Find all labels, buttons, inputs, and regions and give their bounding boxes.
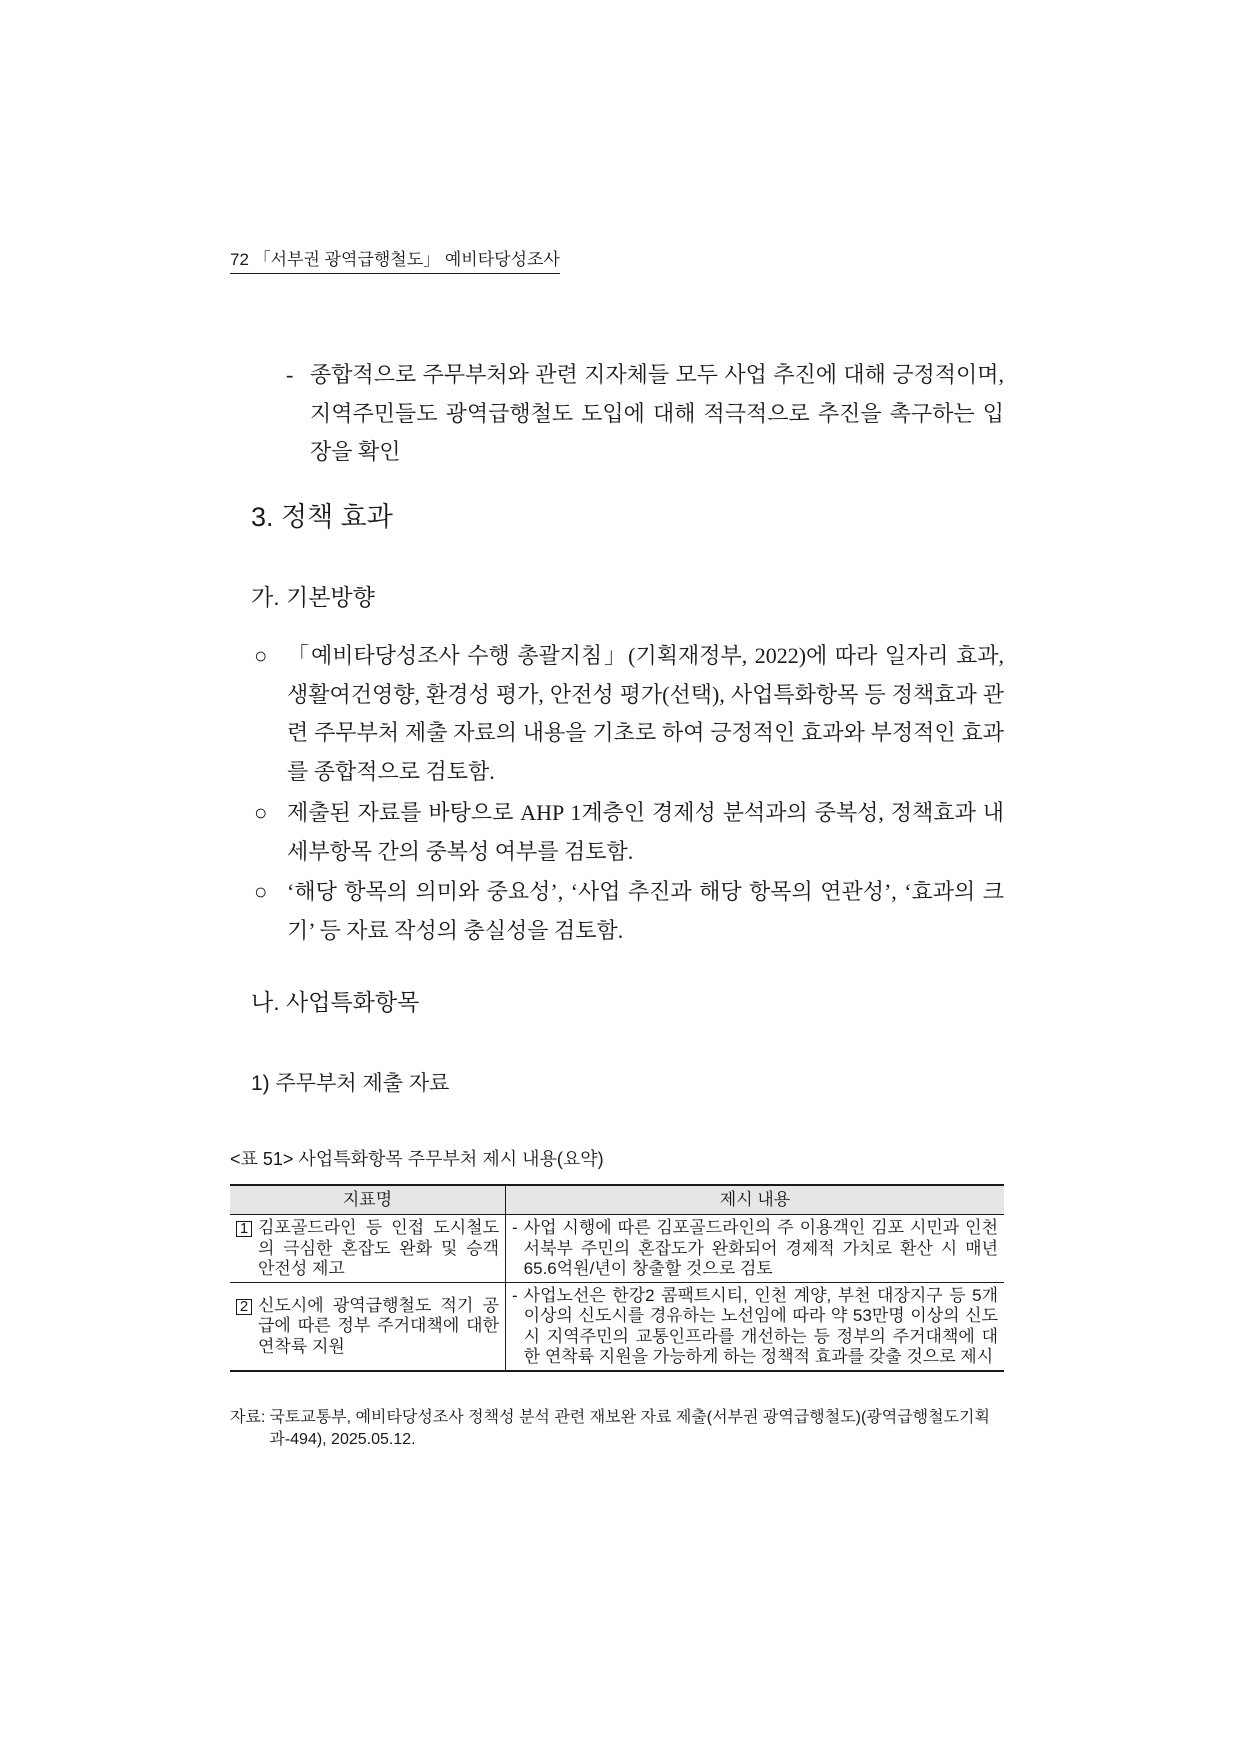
bullet-marker: ○	[254, 800, 268, 825]
subsection-title-a: 가. 기본방향	[251, 584, 375, 610]
table-caption: <표 51> 사업특화항목 주무부처 제시 내용(요약)	[230, 1149, 604, 1169]
indicator-name: 신도시에 광역급행철도 적기 공급에 따른 정부 주거대책에 대한 연착륙 지원	[258, 1295, 499, 1356]
source-note	[230, 1407, 1004, 1451]
content-cell	[506, 1282, 1005, 1371]
summary-table	[230, 1184, 1004, 1372]
content-dash: -	[512, 1285, 518, 1305]
bullet-marker: ○	[254, 879, 268, 904]
bullet-marker: ○	[254, 643, 268, 668]
indicator-cell	[230, 1282, 506, 1371]
intro-paragraph: 종합적으로 주무부처와 관련 지자체들 모두 사업 추진에 대해 긍정적이며, 지역주민들도 광역급행철도 도입에 대해 적극적으로 추진을 촉구하는 입장을 확인	[310, 362, 1004, 464]
content-text: 사업 시행에 따른 김포골드라인의 주 이용객인 김포 시민과 인천 서북부 주민의 혼잡도가 완화되어 경제적 가치로 환산 시 매년 65.6억원/년이 창출할 것으로 검토	[523, 1218, 998, 1278]
bullet-paragraph: 제출된 자료를 바탕으로 AHP 1계층인 경제성 분석과의 중복성, 정책효과 내 세부항목 간의 중복성 여부를 검토함.	[287, 800, 1004, 864]
intro-dash: -	[286, 362, 294, 387]
table-header-row	[230, 1185, 1004, 1215]
table-header-cell: 지표명	[230, 1185, 506, 1215]
indicator-name: 김포골드라인 등 인접 도시철도의 극심한 혼잡도 완화 및 승객 안전성 제고	[258, 1218, 499, 1278]
content-dash: -	[512, 1218, 518, 1237]
bullet-paragraph: ‘해당 항목의 의미와 중요성’, ‘사업 추진과 해당 항목의 연관성’, ‘효과의 크기’ 등 자료 작성의 충실성을 검토함.	[287, 879, 1004, 943]
bullet-paragraph: 「예비타당성조사 수행 총괄지침」(기획재정부, 2022)에 따라 일자리 효과, 생활여건영향, 환경성 평가, 안전성 평가(선택), 사업특화항목 등 정책효과 관련 주무부처 제출 자료의 내용을 기초로 하여 긍정적인 효과와 부정적인 효과를 종합적으로 검토함.	[287, 643, 1004, 784]
item-number-badge: 1	[236, 1221, 252, 1237]
content-cell	[506, 1215, 1005, 1283]
item-number-badge: 2	[236, 1299, 252, 1315]
subsection-title-b: 나. 사업특화항목	[251, 989, 420, 1015]
source-label: 자료:	[230, 1409, 266, 1426]
source-text: 국토교통부, 예비타당성조사 정책성 분석 관련 재보완 자료 제출(서부권 광역급행철도)(광역급행철도기획과-494), 2025.05.12.	[269, 1409, 990, 1448]
subsubsection-title: 1) 주무부처 제출 자료	[251, 1072, 450, 1095]
running-header: 72 「서부권 광역급행철도」 예비타당성조사	[230, 250, 560, 274]
table-row	[230, 1215, 1004, 1283]
section-title: 3. 정책 효과	[251, 502, 393, 532]
table-header-cell: 제시 내용	[506, 1185, 1005, 1215]
table-row	[230, 1282, 1004, 1371]
content-text: 사업노선은 한강2 콤팩트시티, 인천 계양, 부천 대장지구 등 5개 이상의 신도시를 경유하는 노선임에 따라 약 53만명 이상의 신도시 지역주민의 교통인프라를 개선하는 등 정부의 주거대책에 대한 연착륙 지원을 가능하게 하는 정책적 효과를 갖출 것으로 제시	[523, 1285, 998, 1366]
indicator-cell	[230, 1215, 506, 1283]
